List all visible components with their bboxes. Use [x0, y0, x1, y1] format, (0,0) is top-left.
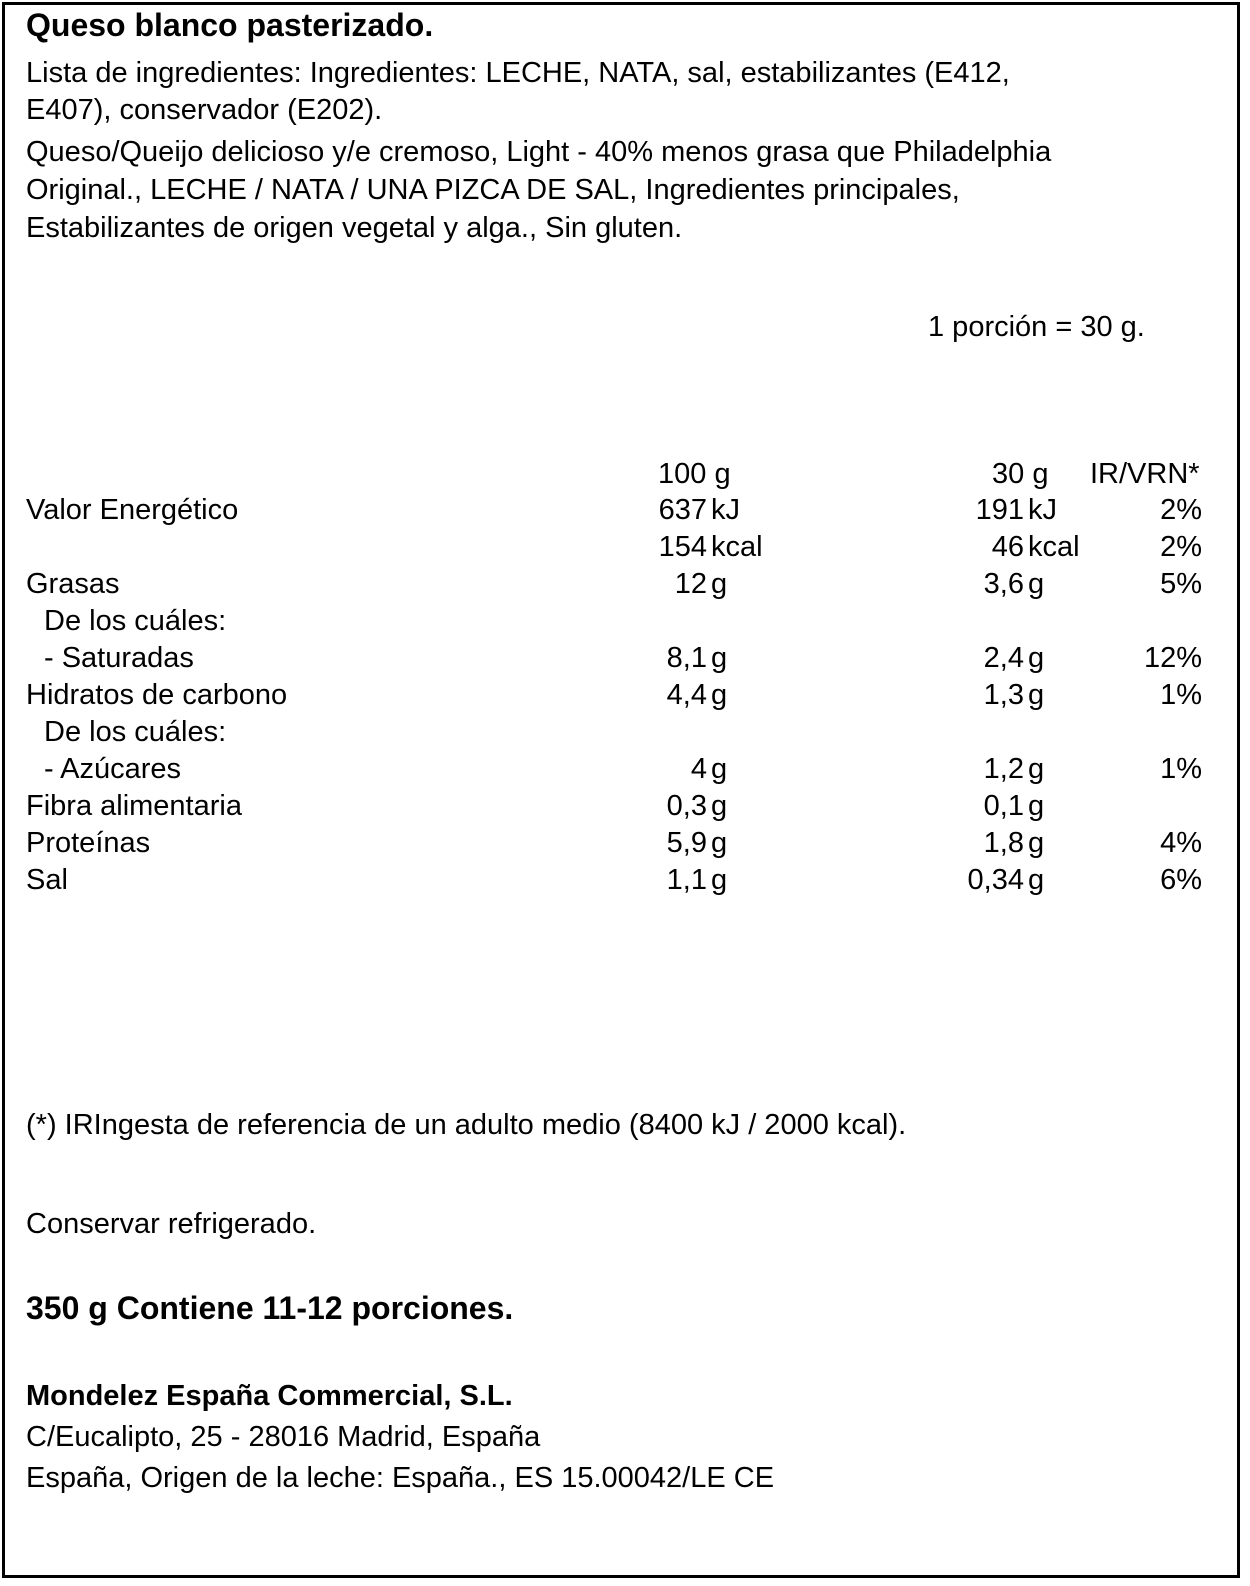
nutrient-label: Hidratos de carbono [26, 679, 288, 711]
net-content: 350 g Contiene 11-12 porciones. [26, 1290, 514, 1326]
value-per-30g: 191 [975, 494, 1024, 526]
value-per-100g: 1,1 [666, 864, 707, 896]
unit-per-100g: g [711, 753, 728, 785]
ingredients-line-1: Lista de ingredientes: Ingredientes: LECHE, NATA, sal, estabilizantes (E412, [26, 57, 1010, 89]
claims-line-2: Original., LECHE / NATA / UNA PIZCA DE SAL, Ingredientes principales, [26, 174, 960, 206]
header-per-30g: 30 g [992, 458, 1049, 490]
footnote: (*) IRIngesta de referencia de un adulto medio (8400 kJ / 2000 kcal). [26, 1109, 907, 1141]
product-title: Queso blanco pasterizado. [26, 7, 434, 43]
company-address: C/Eucalipto, 25 - 28016 Madrid, España [26, 1421, 541, 1453]
nutrient-label: Grasas [26, 568, 120, 600]
value-per-100g: 4,4 [666, 679, 707, 711]
value-per-100g: 637 [658, 494, 707, 526]
nutrient-label: Valor Energético [26, 494, 239, 526]
unit-per-30g: kJ [1028, 494, 1057, 526]
ir-percentage: 4% [1160, 827, 1202, 859]
unit-per-100g: g [711, 790, 728, 822]
ir-percentage: 6% [1160, 864, 1202, 896]
unit-per-30g: g [1028, 864, 1045, 896]
nutrient-label: De los cuáles: [44, 716, 227, 748]
nutrient-label: Proteínas [26, 827, 151, 859]
claims-line-3: Estabilizantes de origen vegetal y alga., Sin gluten. [26, 212, 683, 244]
portion-size: 1 porción = 30 g. [928, 311, 1145, 343]
company-name: Mondelez España Commercial, S.L. [26, 1380, 513, 1412]
header-ir-vrn: IR/VRN* [1090, 458, 1200, 490]
ir-percentage: 1% [1160, 753, 1202, 785]
unit-per-100g: g [711, 679, 728, 711]
ir-percentage: 2% [1160, 531, 1202, 563]
unit-per-100g: kJ [711, 494, 740, 526]
nutrient-label: - Azúcares [44, 753, 181, 785]
value-per-30g: 3,6 [983, 568, 1024, 600]
unit-per-100g: g [711, 642, 728, 674]
storage-instructions: Conservar refrigerado. [26, 1208, 317, 1240]
value-per-100g: 154 [658, 531, 707, 563]
unit-per-100g: g [711, 864, 728, 896]
nutrient-label: - Saturadas [44, 642, 194, 674]
ir-percentage: 12% [1143, 642, 1202, 674]
unit-per-30g: g [1028, 642, 1045, 674]
unit-per-30g: g [1028, 753, 1045, 785]
origin-line: España, Origen de la leche: España., ES 15.00042/LE CE [26, 1462, 775, 1494]
header-per-100g: 100 g [658, 458, 731, 490]
unit-per-100g: g [711, 568, 728, 600]
unit-per-30g: g [1028, 568, 1045, 600]
unit-per-100g: g [711, 827, 728, 859]
value-per-30g: 1,2 [983, 753, 1024, 785]
value-per-30g: 0,34 [967, 864, 1024, 896]
unit-per-30g: g [1028, 827, 1045, 859]
nutrient-label: De los cuáles: [44, 605, 227, 637]
value-per-30g: 2,4 [983, 642, 1024, 674]
ir-percentage: 1% [1160, 679, 1202, 711]
claims-line-1: Queso/Queijo delicioso y/e cremoso, Light - 40% menos grasa que Philadelphia [26, 136, 1052, 168]
ingredients-line-2: E407), conservador (E202). [26, 94, 383, 126]
value-per-100g: 4 [690, 753, 707, 785]
value-per-30g: 1,3 [983, 679, 1024, 711]
unit-per-30g: kcal [1028, 531, 1080, 563]
value-per-100g: 5,9 [666, 827, 707, 859]
ir-percentage: 2% [1160, 494, 1202, 526]
unit-per-30g: g [1028, 679, 1045, 711]
nutrient-label: Sal [26, 864, 68, 896]
ir-percentage: 5% [1160, 568, 1202, 600]
unit-per-100g: kcal [711, 531, 763, 563]
value-per-100g: 12 [674, 568, 707, 600]
value-per-30g: 46 [991, 531, 1024, 563]
value-per-100g: 0,3 [666, 790, 707, 822]
value-per-30g: 0,1 [983, 790, 1024, 822]
nutrient-label: Fibra alimentaria [26, 790, 242, 822]
value-per-100g: 8,1 [666, 642, 707, 674]
unit-per-30g: g [1028, 790, 1045, 822]
value-per-30g: 1,8 [983, 827, 1024, 859]
